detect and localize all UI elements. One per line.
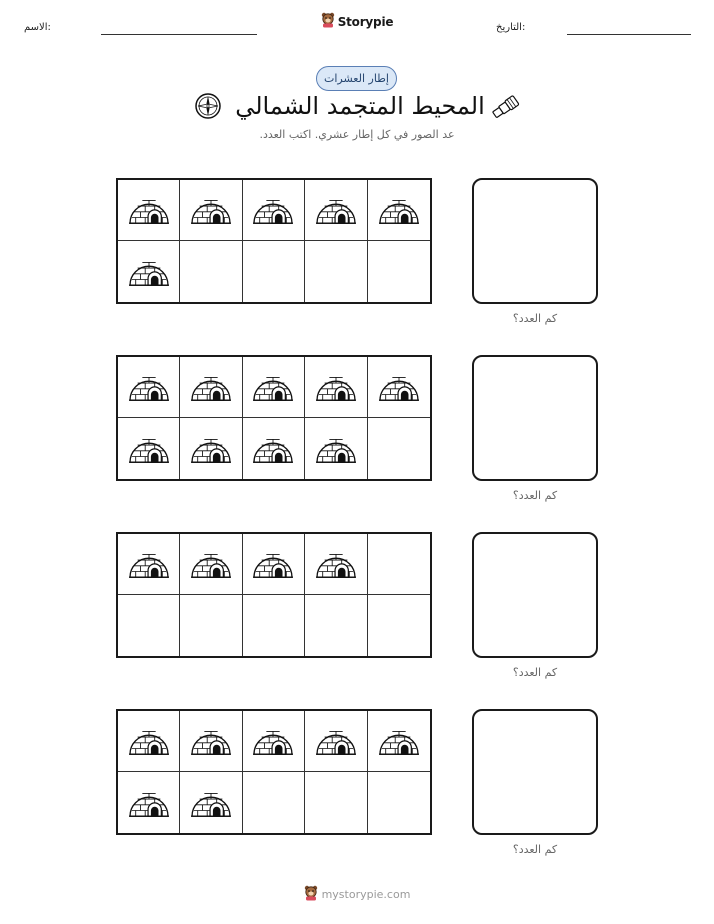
date-label: التاريخ:: [496, 22, 526, 33]
ten-frame-cell: [118, 357, 180, 418]
ten-frame-cell: [368, 418, 430, 479]
ten-frame-cell: [305, 357, 367, 418]
ten-frame-cell: [243, 180, 305, 241]
ten-frame-cell: [368, 595, 430, 656]
ten-frame-cell: [180, 180, 242, 241]
ten-frame-cell: [243, 711, 305, 772]
igloo-icon: [314, 543, 358, 585]
brand-name: Storypie: [337, 15, 394, 29]
ten-frame-cell: [118, 180, 180, 241]
bear-mascot-icon: [304, 885, 318, 904]
footer-url: mystorypie.com: [321, 888, 411, 901]
ten-frame-cell: [305, 772, 367, 833]
count-question: كم العدد؟: [512, 843, 558, 856]
ten-frame-cell: [368, 711, 430, 772]
igloo-icon: [127, 782, 171, 824]
ten-frame-cell: [243, 772, 305, 833]
name-label: الاسم:: [24, 22, 51, 33]
ten-frame-cell: [368, 357, 430, 418]
igloo-icon: [127, 428, 171, 470]
ten-frame-cell: [243, 241, 305, 302]
ten-frame-cell: [180, 595, 242, 656]
ten-frame: [116, 709, 432, 835]
answer-box[interactable]: [472, 709, 598, 835]
answer-box[interactable]: [472, 178, 598, 304]
igloo-icon: [377, 720, 421, 762]
igloo-icon: [251, 366, 295, 408]
ten-frame-cell: [243, 534, 305, 595]
ten-frame-cell: [118, 534, 180, 595]
igloo-icon: [127, 189, 171, 231]
brand-logo: [0, 12, 714, 32]
name-field[interactable]: [101, 34, 257, 35]
ten-frame-cell: [243, 418, 305, 479]
ten-frame-cell: [118, 711, 180, 772]
igloo-icon: [127, 543, 171, 585]
ten-frame-cell: [180, 534, 242, 595]
instructions: عد الصور في كل إطار عشري. اكتب العدد.: [259, 128, 455, 141]
ten-frame-cell: [118, 772, 180, 833]
ten-frame-cell: [118, 241, 180, 302]
igloo-icon: [189, 720, 233, 762]
ten-frame-cell: [180, 418, 242, 479]
igloo-icon: [251, 720, 295, 762]
ten-frame-cell: [305, 711, 367, 772]
ten-frame-cell: [305, 418, 367, 479]
ten-frame-cell: [368, 534, 430, 595]
ten-frame-cell: [305, 534, 367, 595]
ten-frame-cell: [368, 180, 430, 241]
igloo-icon: [314, 366, 358, 408]
count-question: كم العدد؟: [512, 312, 558, 325]
igloo-icon: [189, 428, 233, 470]
ten-frame-cell: [118, 595, 180, 656]
igloo-icon: [251, 543, 295, 585]
count-question: كم العدد؟: [512, 666, 558, 679]
igloo-icon: [377, 366, 421, 408]
igloo-icon: [251, 189, 295, 231]
bear-mascot-icon: [321, 12, 335, 32]
ten-frame: [116, 355, 432, 481]
igloo-icon: [189, 189, 233, 231]
igloo-icon: [189, 366, 233, 408]
igloo-icon: [127, 251, 171, 293]
answer-box[interactable]: [472, 355, 598, 481]
igloo-icon: [189, 543, 233, 585]
igloo-icon: [189, 782, 233, 824]
ten-frame: [116, 532, 432, 658]
ten-frame-cell: [305, 595, 367, 656]
igloo-icon: [251, 428, 295, 470]
topic-badge: إطار العشرات: [316, 66, 397, 91]
answer-box[interactable]: [472, 532, 598, 658]
ten-frame-cell: [180, 772, 242, 833]
igloo-icon: [377, 189, 421, 231]
igloo-icon: [314, 189, 358, 231]
igloo-icon: [314, 720, 358, 762]
footer: [0, 885, 714, 904]
ten-frame-cell: [305, 180, 367, 241]
ten-frame-cell: [118, 418, 180, 479]
ten-frame-cell: [305, 241, 367, 302]
igloo-icon: [127, 720, 171, 762]
count-question: كم العدد؟: [512, 489, 558, 502]
date-field[interactable]: [567, 34, 691, 35]
ten-frame-cell: [180, 711, 242, 772]
ten-frame-cell: [243, 357, 305, 418]
ten-frame-cell: [368, 772, 430, 833]
igloo-icon: [314, 428, 358, 470]
ten-frame-cell: [180, 241, 242, 302]
ten-frame: [116, 178, 432, 304]
igloo-icon: [127, 366, 171, 408]
ten-frame-cell: [180, 357, 242, 418]
page-title: المحيط المتجمد الشمالي: [235, 92, 485, 120]
spyglass-icon: [490, 92, 520, 126]
ten-frame-cell: [368, 241, 430, 302]
ten-frame-cell: [243, 595, 305, 656]
